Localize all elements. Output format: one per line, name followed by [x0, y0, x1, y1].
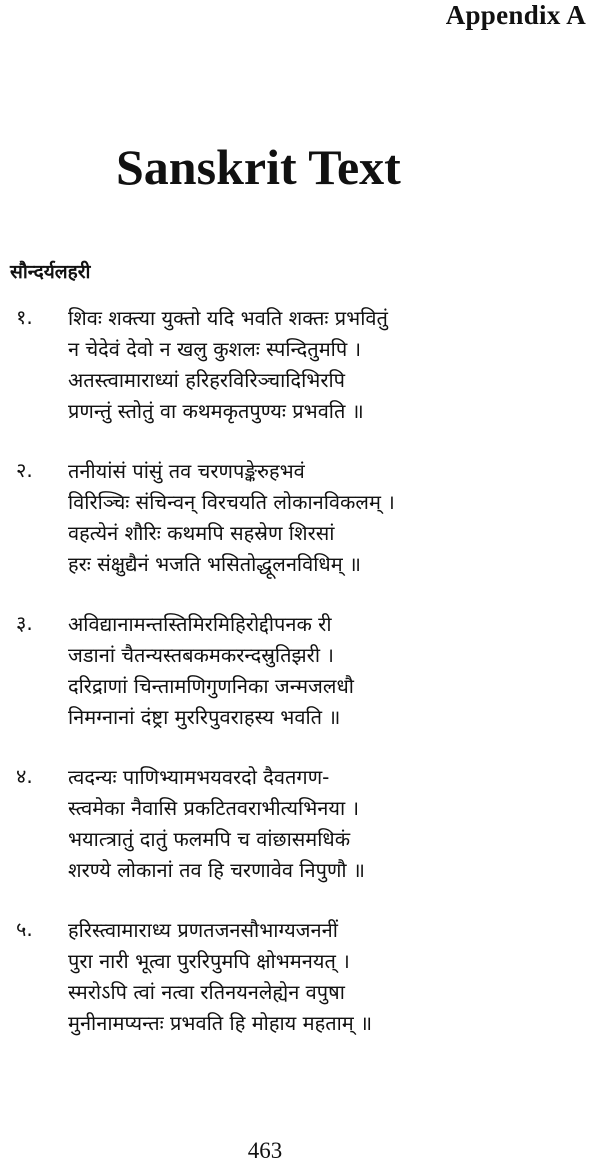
verse-line: प्रणन्तुं स्तोतुं वा कथमकृतपुण्यः प्रभवति ॥ — [68, 399, 364, 423]
verse-line: त्वदन्यः पाणिभ्यामभयवरदो दैवतगण- — [68, 765, 330, 789]
verse-line: स्त्वमेका नैवासि प्रकटितवराभीत्यभिनया । — [68, 796, 360, 820]
verse-line: दरिद्राणां चिन्तामणिगुणनिका जन्मजलधौ — [68, 674, 354, 698]
appendix-header: Appendix A — [445, 0, 586, 30]
verse-line: न चेदेवं देवो न खलु कुशलः स्पन्दितुमपि । — [68, 337, 362, 361]
verse-text — [68, 456, 395, 580]
verse-number: १. — [16, 305, 33, 329]
verse-line: अतस्त्वामाराध्यां हरिहरविरिञ्चादिभिरपि — [68, 368, 346, 392]
verse-line: हरः संक्षुद्यैनं भजति भसितोद्धूलनविधिम् ॥ — [68, 552, 362, 576]
verse-line: स्मरोऽपि त्वां नत्वा रतिनयनलेह्येन वपुषा — [68, 980, 345, 1004]
verse-line: भयात्त्रातुं दातुं फलमपि च वांछासमधिकं — [68, 827, 351, 851]
verse-line: तनीयांसं पांसुं तव चरणपङ्केरुहभवं — [68, 459, 305, 483]
verse-line: शिवः शक्त्या युक्तो यदि भवति शक्तः प्रभवितुं — [68, 306, 388, 330]
verse-line: पुरा नारी भूत्वा पुररिपुमपि क्षोभमनयत् । — [68, 949, 350, 973]
section-heading: सौन्दर्यलहरी — [10, 261, 91, 283]
verse-text — [68, 762, 365, 886]
verse-number: ५. — [16, 917, 33, 941]
verse-text — [68, 303, 388, 427]
verse-line: जडानां चैतन्यस्तबकमकरन्दस्रुतिझरी । — [68, 643, 334, 667]
verse-line: निमग्नानां दंष्ट्रा मुररिपुवराहस्य भवति ॥ — [68, 705, 341, 729]
verse-line: विरिञ्चिः संचिन्वन् विरचयति लोकानविकलम् । — [68, 490, 395, 514]
verse-number: ३. — [16, 611, 33, 635]
verse-text — [68, 915, 372, 1039]
page-number: 463 — [247, 1138, 283, 1163]
verse-number: ४. — [16, 764, 33, 788]
verse-number: २. — [16, 458, 33, 482]
verse-line: शरण्ये लोकानां तव हि चरणावेव निपुणौ ॥ — [68, 858, 365, 882]
page-title: Sanskrit Text — [116, 139, 401, 195]
verse-line: अविद्यानामन्तस्तिमिरमिहिरोद्दीपनक री — [68, 612, 332, 636]
verse-line: मुनीनामप्यन्तः प्रभवति हि मोहाय महताम् ॥ — [68, 1011, 373, 1035]
verse-text — [68, 609, 354, 733]
verse-line: हरिस्त्वामाराध्य प्रणतजनसौभाग्यजननीं — [68, 918, 338, 942]
verse-line: वहत्येनं शौरिः कथमपि सहस्रेण शिरसां — [68, 521, 335, 545]
